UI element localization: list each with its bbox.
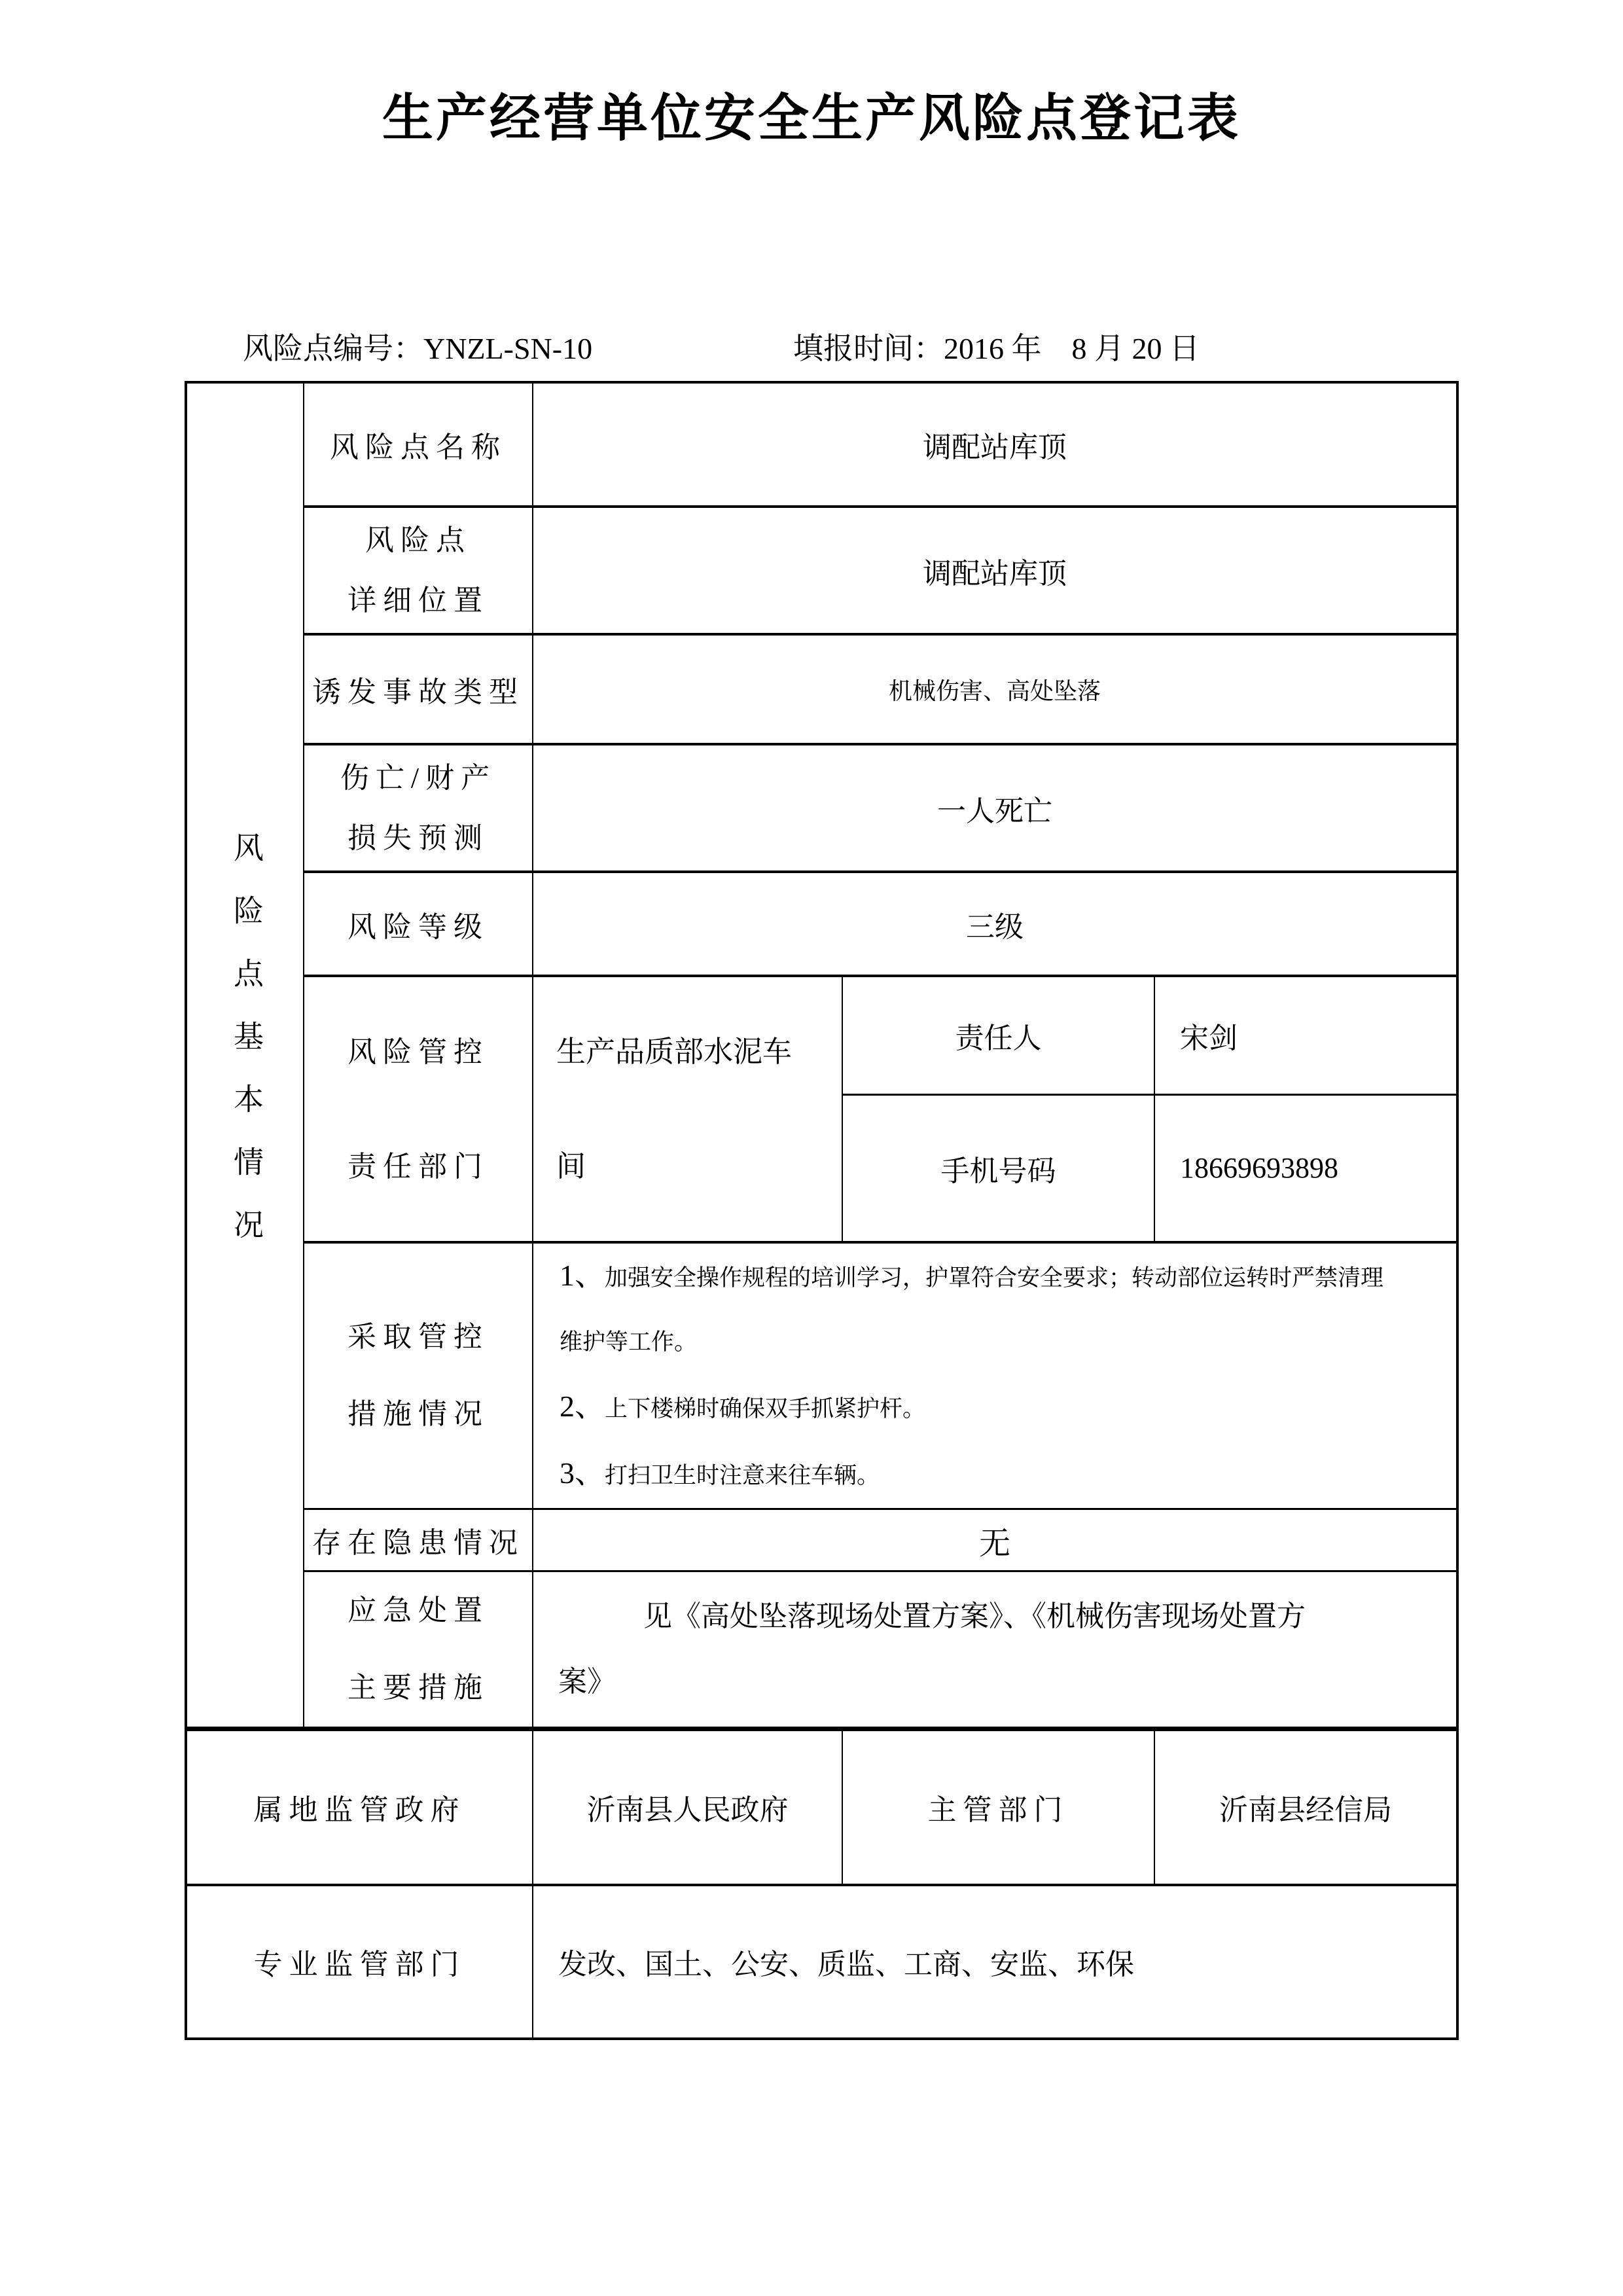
measures-label-line2: 措施情况 <box>348 1398 489 1430</box>
jurisdiction-value: 沂南县人民政府 <box>533 1729 842 1885</box>
form-meta <box>0 325 1623 364</box>
risk-location-value: 调配站库顶 <box>533 507 1457 634</box>
measures-item-1-text: 加强安全操作规程的培训学习，护罩符合安全要求；转动部位运转时严禁清理 <box>605 1265 1384 1291</box>
risk-level-value: 三级 <box>533 872 1457 976</box>
risk-location-label <box>304 507 533 634</box>
loss-forecast-value: 一人死亡 <box>533 744 1457 872</box>
control-dept-label-line2: 责任部门 <box>348 1150 489 1183</box>
authority-dept-label: 主管部门 <box>842 1729 1154 1885</box>
measures-label-line1: 采取管控 <box>348 1321 489 1353</box>
emergency-label <box>304 1571 533 1729</box>
measures-item-1-line-2 <box>533 1310 1456 1374</box>
hazard-label: 存在隐患情况 <box>304 1509 533 1571</box>
control-dept-label <box>304 976 533 1242</box>
registration-table <box>185 381 1459 2040</box>
measures-item-1-line-1 <box>533 1244 1456 1310</box>
risk-location-label-line2: 详细位置 <box>348 584 489 617</box>
section-header-cell <box>186 382 304 1729</box>
loss-forecast-label-line1: 伤亡/财产 <box>340 761 497 794</box>
phone-label: 手机号码 <box>842 1094 1154 1242</box>
risk-level-label: 风险等级 <box>304 872 533 976</box>
page-title: 生产经营单位安全生产风险点登记表 <box>382 90 1241 147</box>
measures-value <box>533 1242 1457 1509</box>
risk-location-label-line1: 风险点 <box>365 524 471 556</box>
phone-value: 18669693898 <box>1154 1094 1457 1242</box>
supervision-label: 专业监管部门 <box>186 1885 533 2039</box>
risk-number <box>243 325 592 368</box>
accident-type-label: 诱发事故类型 <box>304 634 533 744</box>
risk-number-label: 风险点编号： <box>243 332 423 365</box>
loss-forecast-label-line2: 损失预测 <box>348 821 489 854</box>
control-dept-name-line2: 间 <box>556 1149 586 1183</box>
measures-label <box>304 1242 533 1509</box>
vertical-section-header: 风险点基本情况 <box>230 831 263 1272</box>
responsible-person-label: 责任人 <box>842 976 1154 1094</box>
measures-item-1-num: 1、 <box>560 1259 605 1292</box>
measures-item-3-text: 打扫卫生时注意来往车辆。 <box>605 1463 880 1488</box>
hazard-value: 无 <box>533 1509 1457 1571</box>
fill-date-label: 填报时间： <box>793 332 944 365</box>
control-dept-label-line1: 风险管控 <box>348 1035 489 1068</box>
accident-type-value: 机械伤害、高处坠落 <box>533 634 1457 744</box>
fill-date-value: 2016 年 8 月 20 日 <box>944 332 1200 365</box>
measures-item-2-num: 2、 <box>560 1390 605 1423</box>
emergency-label-line2: 主要措施 <box>348 1672 489 1704</box>
control-dept-name <box>533 976 842 1242</box>
measures-item-2-text: 上下楼梯时确保双手抓紧护杆。 <box>605 1396 926 1422</box>
emergency-value <box>533 1571 1457 1729</box>
jurisdiction-label: 属地监管政府 <box>186 1729 533 1885</box>
control-dept-name-line1: 生产品质部水泥车 <box>556 1035 793 1068</box>
loss-forecast-label <box>304 744 533 872</box>
supervision-value: 发改、国土、公安、质监、工商、安监、环保 <box>533 1885 1457 2039</box>
risk-number-value: YNZL-SN-10 <box>423 332 593 365</box>
fill-date <box>793 325 1200 368</box>
risk-name-label: 风险点名称 <box>304 382 533 507</box>
authority-dept-value: 沂南县经信局 <box>1154 1729 1457 1885</box>
measures-item-3 <box>533 1441 1456 1508</box>
emergency-value-line1: 见《高处坠落现场处置方案》、《机械伤害现场处置方 <box>643 1600 1306 1632</box>
measures-item-3-num: 3、 <box>560 1456 605 1490</box>
emergency-value-line2: 案》 <box>558 1666 616 1698</box>
risk-name-value: 调配站库顶 <box>533 382 1457 507</box>
measures-item-2 <box>533 1374 1456 1441</box>
measures-item-1-cont: 维护等工作。 <box>560 1329 698 1355</box>
responsible-person-value: 宋剑 <box>1154 976 1457 1094</box>
emergency-label-line1: 应急处置 <box>348 1594 489 1626</box>
